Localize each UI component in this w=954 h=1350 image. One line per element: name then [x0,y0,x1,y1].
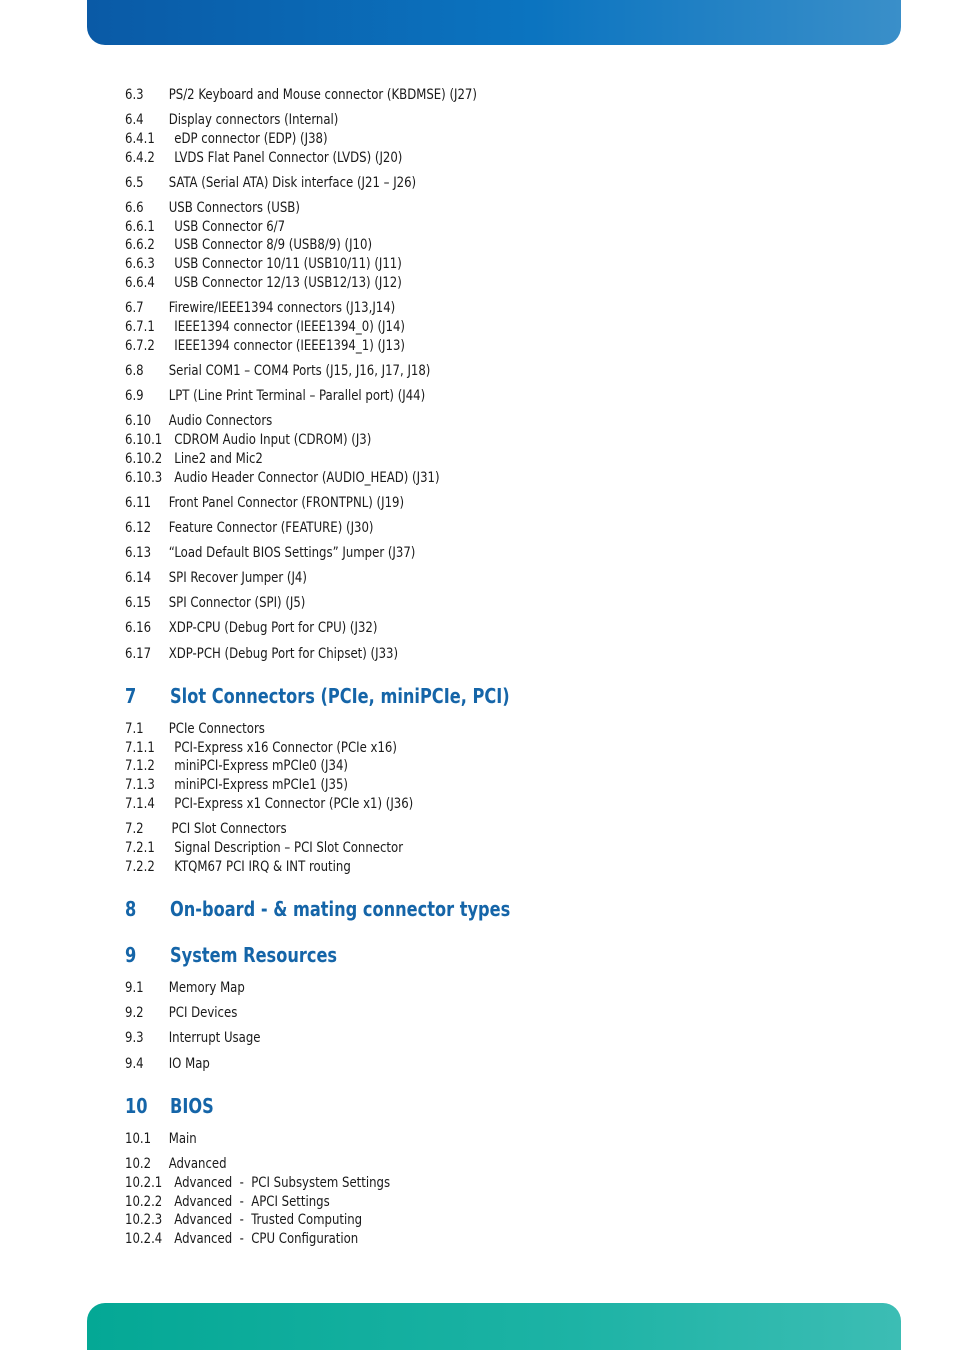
toc-entry[interactable]: 7.1.4 PCI-Express x1 Connector (PCIe x1) (J36) [125,796,414,812]
toc-entry[interactable]: 6.6.2 USB Connector 8/9 (USB8/9) (J10) [125,237,373,253]
toc-entry[interactable]: 10.1 Main [125,1131,197,1147]
toc-entry[interactable]: 10.2.1 Advanced - PCI Subsystem Settings [125,1175,391,1191]
toc-chapter-heading[interactable]: 7 Slot Connectors (PCIe, miniPCIe, PCI) [125,684,510,708]
toc-entry[interactable]: 10.2.2 Advanced - APCI Settings [125,1194,330,1210]
toc-entry[interactable]: 6.13 “Load Default BIOS Settings” Jumper (J37) [125,545,416,561]
toc-entry[interactable]: 7.2 PCI Slot Connectors [125,821,287,837]
toc-entry[interactable]: 9.2 PCI Devices [125,1005,238,1021]
toc-chapter-heading[interactable]: 10 BIOS [125,1094,214,1118]
toc-entry[interactable]: 10.2.3 Advanced - Trusted Computing [125,1212,363,1228]
toc-entry[interactable]: 6.10.1 CDROM Audio Input (CDROM) (J3) [125,432,372,448]
toc-entry[interactable]: 6.12 Feature Connector (FEATURE) (J30) [125,520,374,536]
toc-entry[interactable]: 6.14 SPI Recover Jumper (J4) [125,570,307,586]
toc-entry[interactable]: 6.3 PS/2 Keyboard and Mouse connector (KBDMSE) (J27) [125,87,477,103]
toc-entry[interactable]: 6.6.3 USB Connector 10/11 (USB10/11) (J11) [125,256,402,272]
toc-entry[interactable]: 6.6 USB Connectors (USB) [125,200,300,216]
toc-entry[interactable]: 6.7 Firewire/IEEE1394 connectors (J13,J14) [125,300,396,316]
toc-entry[interactable]: 6.15 SPI Connector (SPI) (J5) [125,595,306,611]
toc-entry[interactable]: 6.7.2 IEEE1394 connector (IEEE1394_1) (J13) [125,338,405,354]
footer-band [87,1303,901,1350]
toc-entry[interactable]: 7.2.1 Signal Description – PCI Slot Connector [125,840,404,856]
toc-entry[interactable]: 6.4 Display connectors (Internal) [125,112,339,128]
toc-entry[interactable]: 6.4.2 LVDS Flat Panel Connector (LVDS) (J20) [125,150,403,166]
toc-entry[interactable]: 6.9 LPT (Line Print Terminal – Parallel port) (J44) [125,388,426,404]
toc-entry[interactable]: 9.3 Interrupt Usage [125,1030,261,1046]
toc-entry[interactable]: 10.2.4 Advanced - CPU Configuration [125,1231,359,1247]
toc-chapter-heading[interactable]: 8 On-board - & mating connector types [125,897,511,921]
toc-entry[interactable]: 6.8 Serial COM1 – COM4 Ports (J15, J16, J17, J18) [125,363,431,379]
toc-entry[interactable]: 6.10.3 Audio Header Connector (AUDIO_HEAD) (J31) [125,470,440,486]
toc-entry[interactable]: 6.7.1 IEEE1394 connector (IEEE1394_0) (J14) [125,319,405,335]
toc-entry[interactable]: 9.1 Memory Map [125,980,245,996]
toc-chapter-heading[interactable]: 9 System Resources [125,943,338,967]
toc-entry[interactable]: 6.16 XDP-CPU (Debug Port for CPU) (J32) [125,620,378,636]
toc-entry[interactable]: 7.1.3 miniPCI-Express mPCIe1 (J35) [125,777,348,793]
toc-entry[interactable]: 6.6.4 USB Connector 12/13 (USB12/13) (J12) [125,275,402,291]
toc-entry[interactable]: 6.11 Front Panel Connector (FRONTPNL) (J19) [125,495,405,511]
toc-entry[interactable]: 6.5 SATA (Serial ATA) Disk interface (J21 – J26) [125,175,417,191]
toc-entry[interactable]: 6.10 Audio Connectors [125,413,273,429]
toc-entry[interactable]: 7.1 PCIe Connectors [125,721,265,737]
toc-entry[interactable]: 10.2 Advanced [125,1156,227,1172]
toc-entry[interactable]: 9.4 IO Map [125,1056,210,1072]
toc-entry[interactable]: 6.10.2 Line2 and Mic2 [125,451,263,467]
toc-entry[interactable]: 6.6.1 USB Connector 6/7 [125,219,286,235]
toc-entry[interactable]: 6.17 XDP-PCH (Debug Port for Chipset) (J33) [125,646,399,662]
toc-entry[interactable]: 7.1.1 PCI-Express x16 Connector (PCIe x16) [125,740,397,756]
toc-entry[interactable]: 6.4.1 eDP connector (EDP) (J38) [125,131,328,147]
toc-entry[interactable]: 7.1.2 miniPCI-Express mPCIe0 (J34) [125,758,348,774]
toc-entry[interactable]: 7.2.2 KTQM67 PCI IRQ & INT routing [125,859,351,875]
